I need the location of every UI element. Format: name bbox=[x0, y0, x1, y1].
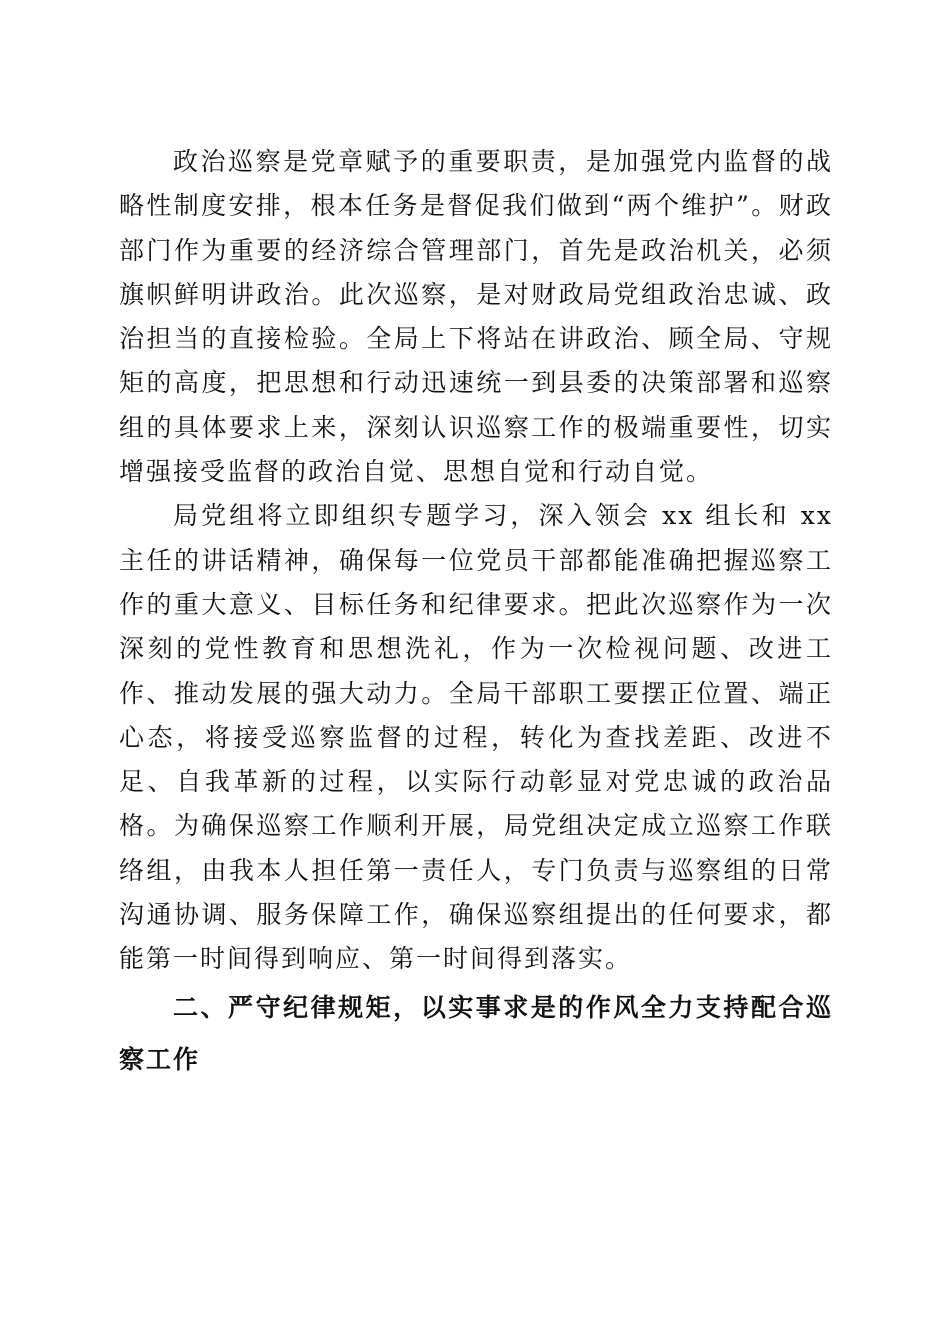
document-body bbox=[119, 140, 833, 1086]
section-heading-two: 二、严守纪律规矩，以实事求是的作风全力支持配合巡察工作 bbox=[119, 992, 833, 1074]
paragraph-political-inspection: 政治巡察是党章赋予的重要职责，是加强党内监督的战略性制度安排，根本任务是督促我们做到“两个维护”。财政部门作为重要的经济综合管理部门，首先是政治机关，必须旗帜鲜明讲政治。此次巡察，是对财政局党组政治忠诚、政治担当的直接检验。全局上下将站在讲政治、顾全局、守规矩的高度，把思想和行动迅速统一到县委的决策部署和巡察组的具体要求上来，深刻认识巡察工作的极端重要性，切实增强接受监督的政治自觉、思想自觉和行动自觉。 bbox=[119, 147, 833, 487]
paragraph-party-group-study: 局党组将立即组织专题学习，深入领会 xx 组长和 xx 主任的讲话精神，确保每一位党员干部都能准确把握巡察工作的重大意义、目标任务和纪律要求。把此次巡察作为一次深刻的党性教育和思想洗礼，作为一次检视问题、改进工作、推动发展的强大动力。全局干部职工要摆正位置、端正心态，将接受巡察监督的过程，转化为查找差距、改进不足、自我革新的过程，以实际行动彰显对党忠诚的政治品格。为确保巡察工作顺利开展，局党组决定成立巡察工作联络组，由我本人担任第一责任人，专门负责与巡察组的日常沟通协调、服务保障工作，确保巡察组提出的任何要求，都能第一时间得到响应、第一时间得到落实。 bbox=[119, 501, 833, 974]
